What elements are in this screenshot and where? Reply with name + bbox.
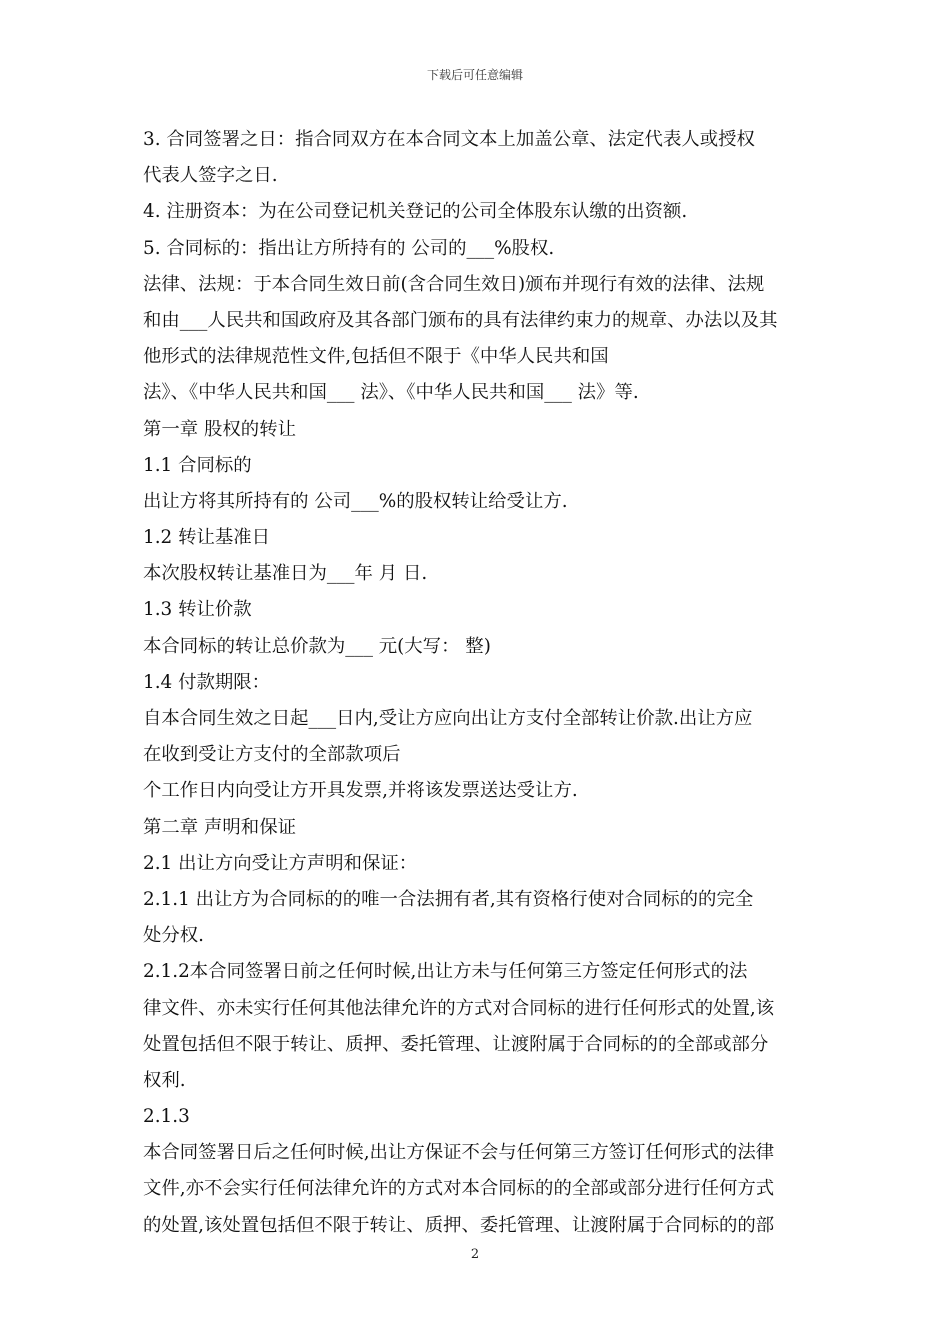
- text-line: 2.1.1 出让方为合同标的的唯一合法拥有者,其有资格行使对合同标的的完全: [143, 888, 754, 910]
- text-line: 4. 注册资本：为在公司登记机关登记的公司全体股东认缴的出资额.: [143, 201, 688, 223]
- text-line: 1.2 转让基准日: [143, 527, 271, 549]
- text-line: 自本合同生效之日起___日内,受让方应向出让方支付全部转让价款.出让方应: [143, 708, 753, 729]
- text-line: 出让方将其所持有的 公司___%的股权转让给受让方.: [143, 490, 568, 512]
- document-body: [143, 122, 823, 1244]
- text-line: 3. 合同签署之日：指合同双方在本合同文本上加盖公章、法定代表人或授权: [143, 129, 755, 150]
- text-line: 1.1 合同标的: [143, 454, 252, 476]
- text-line: 他形式的法律规范性文件,包括但不限于《中华人民共和国: [143, 346, 609, 368]
- text-line: 第二章 声明和保证: [143, 816, 296, 838]
- text-line: 本合同标的转让总价款为___ 元(大写： 整): [143, 635, 491, 657]
- text-line: 法》、《中华人民共和国___ 法》、《中华人民共和国___ 法》等.: [143, 382, 639, 404]
- text-line: 1.4 付款期限：: [143, 671, 271, 693]
- text-line: 5. 合同标的：指出让方所持有的 公司的___%股权.: [143, 237, 555, 259]
- text-line: 个工作日内向受让方开具发票,并将该发票送达受让方.: [143, 780, 578, 802]
- text-line: 代表人签字之日.: [143, 165, 278, 187]
- text-line: 在收到受让方支付的全部款项后: [143, 744, 401, 766]
- text-line: 本次股权转让基准日为___年 月 日.: [143, 563, 428, 585]
- page-number: 2: [470, 1247, 480, 1262]
- text-line: 和由___人民共和国政府及其各部门颁布的具有法律约束力的规章、办法以及其: [143, 309, 778, 331]
- page-header: 下载后可任意编辑: [426, 68, 523, 82]
- text-line: 2.1.3: [143, 1106, 190, 1128]
- text-line: 权利.: [143, 1069, 186, 1091]
- text-line: 律文件、亦未实行任何其他法律允许的方式对合同标的进行任何形式的处置,该: [143, 997, 775, 1019]
- text-line: 处分权.: [143, 925, 205, 947]
- text-line: 法律、法规：于本合同生效日前(含合同生效日)颁布并现行有效的法律、法规: [143, 273, 765, 295]
- text-line: 第一章 股权的转让: [143, 418, 296, 440]
- text-line: 2.1 出让方向受让方声明和保证：: [143, 852, 418, 874]
- text-line: 本合同签署日后之任何时候,出让方保证不会与任何第三方签订任何形式的法律: [143, 1142, 775, 1164]
- text-line: 的处置,该处置包括但不限于转让、质押、委托管理、让渡附属于合同标的的部: [143, 1214, 775, 1236]
- text-line: 文件,亦不会实行任何法律允许的方式对本合同标的的全部或部分进行任何方式: [143, 1178, 775, 1200]
- text-line: 2.1.2本合同签署日前之任何时候,出让方未与任何第三方签定任何形式的法: [143, 961, 748, 983]
- text-line: 1.3 转让价款: [143, 599, 252, 621]
- text-line: 处置包括但不限于转让、质押、委托管理、让渡附属于合同标的的全部或部分: [143, 1033, 769, 1055]
